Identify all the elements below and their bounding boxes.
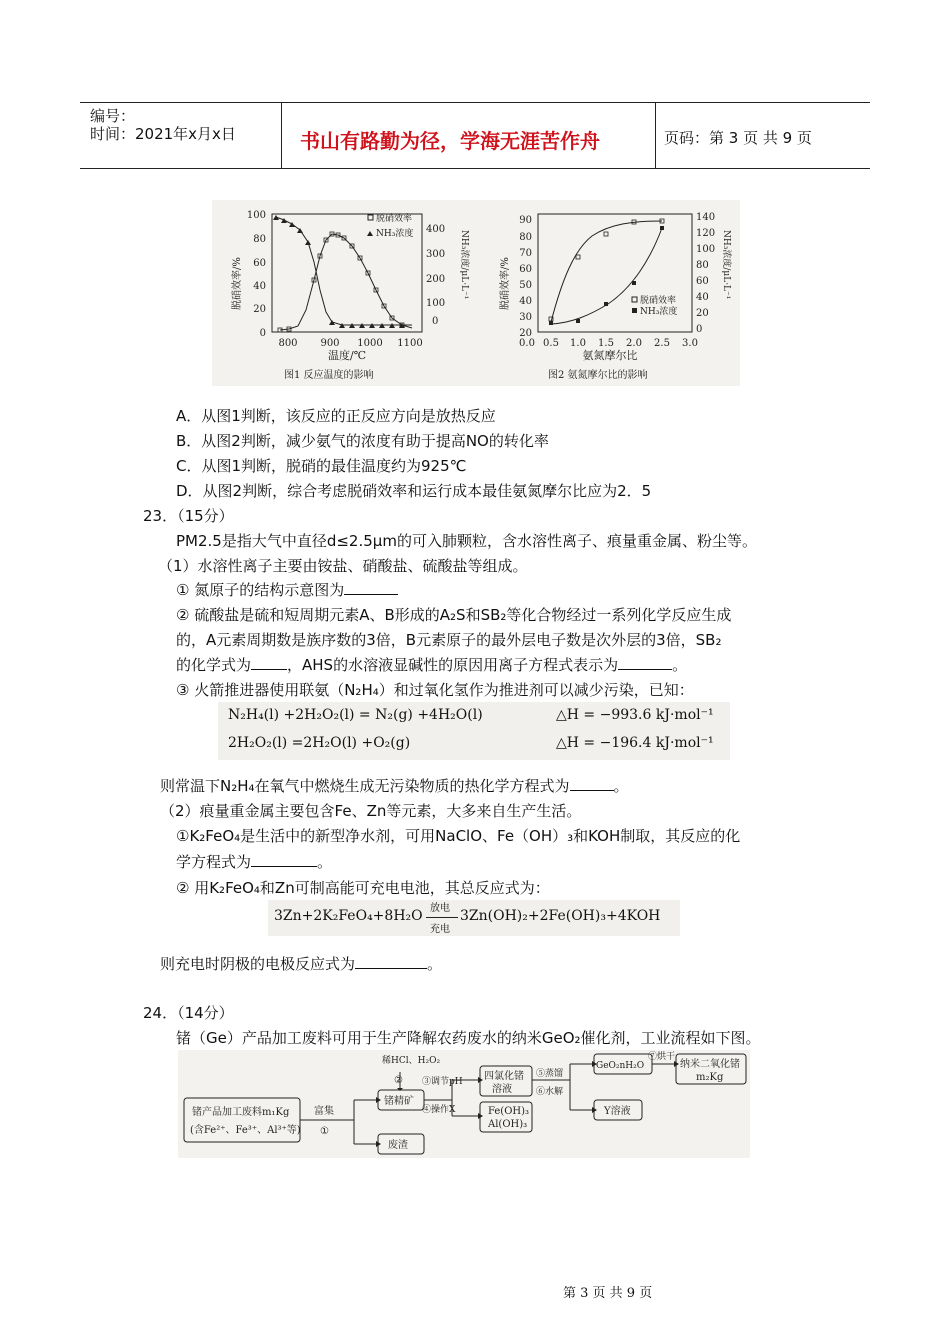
flow-ore: 锗精矿: [384, 1096, 414, 1107]
equation-2-dh: △H = −196.4 kJ·mol⁻¹: [556, 735, 714, 751]
header-divider-1: [281, 102, 282, 168]
fig2-right-tick: 60: [696, 276, 709, 287]
fig1-right-tick: 0: [432, 316, 439, 327]
fig2-x-tick: 0.0: [519, 338, 535, 349]
answer-blank[interactable]: [355, 954, 427, 969]
flow-reagent: 稀HCl、H₂O₂: [382, 1056, 441, 1066]
fig2-caption: 图2 氨氮摩尔比的影响: [548, 370, 648, 381]
flow-waste: 废渣: [388, 1140, 408, 1151]
q23-part1-1-text: ① 氮原子的结构示意图为: [176, 581, 345, 599]
fig2-left-tick: 50: [519, 280, 532, 291]
fig1-ylabel-left: 脱硝效率/%: [232, 257, 243, 310]
fig2-left-tick: 90: [519, 215, 532, 226]
battery-charge: 充电: [430, 924, 450, 935]
flow-gecl4-2: 溶液: [492, 1084, 512, 1095]
q23-thermo-question: [160, 776, 629, 796]
fig1-right-tick: 200: [426, 274, 446, 285]
option-b: B．从图2判断，减少氨气的浓度有助于提高NO的转化率: [176, 432, 549, 450]
q23-part1-2-c1: 的化学式为: [176, 656, 252, 674]
fig2-left-tick: 20: [519, 328, 532, 339]
fig1-legend-triangle: [367, 231, 373, 236]
flow-step1: ①: [320, 1126, 329, 1137]
q23-thermo-text: 则常温下N₂H₄在氧气中燃烧生成无污染物质的热化学方程式为: [160, 777, 570, 795]
fig1-left-tick: 0: [259, 328, 266, 339]
q23-part2-2: ② 用K₂FeO₄和Zn可制高能可充电电池，其总反应式为：: [176, 879, 550, 897]
flow-step7: ⑦烘干: [648, 1052, 676, 1062]
flow-step5: ⑤蒸馏: [536, 1069, 564, 1079]
answer-blank[interactable]: [570, 776, 614, 791]
answer-blank[interactable]: [618, 655, 672, 670]
fig2-right-tick: 120: [696, 228, 716, 239]
figure-svg: [212, 200, 740, 386]
q24-intro: 锗（Ge）产品加工废料可用于生产降解农药废水的纳米GeO₂催化剂，工业流程如下图。: [176, 1029, 761, 1047]
battery-equation-box: [268, 900, 680, 936]
q23-part2-1-b2: 。: [317, 853, 333, 871]
header-time: 时间：2021年x月x日: [90, 125, 236, 143]
option-c: C．从图1判断，脱硝的最佳温度约为925℃: [176, 457, 467, 475]
fig1-left-tick: 80: [253, 234, 266, 245]
q23-part1-2-b: 的，A元素周期数是族序数的3倍，B元素原子的最外层电子数是次外层的3倍，SB₂: [176, 631, 722, 649]
fig1-left-tick: 20: [253, 304, 266, 315]
flowchart-svg: [178, 1050, 750, 1158]
fig1-x-tick: 900: [320, 338, 340, 349]
flow-hydroxide-1: Fe(OH)₃: [488, 1106, 530, 1117]
flow-hydrate: GeO₂nH₂O: [596, 1061, 645, 1071]
q23-cathode-question: [160, 954, 442, 974]
fig2-x-tick: 0.5: [543, 338, 559, 349]
fig2-legend-2: NH₃浓度: [640, 307, 678, 317]
q23-part2: （2）痕量重金属主要包含Fe、Zn等元素，大多来自生产生活。: [160, 802, 582, 820]
flow-product-2: m₂Kg: [696, 1072, 724, 1083]
header-bottom-rule: [80, 168, 870, 169]
fig2-legend-filled: [632, 308, 637, 313]
fig2-ylabel-left: 脱硝效率/%: [500, 257, 511, 310]
flow-step2: ②: [394, 1075, 403, 1086]
fig1-left-tick: 60: [253, 258, 266, 269]
equation-1-dh: △H = −993.6 kJ·mol⁻¹: [556, 707, 714, 723]
q23-part1-2-c3: 。: [672, 656, 688, 674]
flow-enrich: 富集: [314, 1106, 334, 1117]
battery-left: 3Zn+2K₂FeO₄+8H₂O: [274, 908, 423, 924]
q23-cathode-end: 。: [427, 955, 443, 973]
option-d: D．从图2判断，综合考虑脱硝效率和运行成本最佳氨氮摩尔比应为2．5: [176, 482, 652, 500]
q24-number: 24．（14分）: [143, 1004, 234, 1022]
fig1-right-tick: 100: [426, 298, 446, 309]
flow-raw-2: (含Fe²⁺、Fe³⁺、Al³⁺等): [190, 1125, 301, 1136]
fig2-x-tick: 1.0: [570, 338, 586, 349]
battery-arrow: [426, 917, 458, 918]
flow-gecl4-1: 四氯化锗: [484, 1071, 524, 1082]
q23-part1-1: [176, 580, 398, 600]
flow-step6: ⑥水解: [536, 1087, 564, 1097]
fig2-x-tick: 3.0: [682, 338, 698, 349]
fig2-right-tick: 100: [696, 244, 716, 255]
fig1-left-tick: 40: [253, 281, 266, 292]
flow-step4: ④操作X: [422, 1105, 456, 1115]
q23-part1: （1）水溶性离子主要由铵盐、硝酸盐、硫酸盐等组成。: [158, 557, 528, 575]
fig1-left-tick: 100: [246, 210, 266, 221]
fig2-left-tick: 30: [519, 312, 532, 323]
flow-y-solution: Y溶液: [604, 1106, 631, 1117]
header-top-rule: [80, 102, 870, 103]
header-page-label: 页码：第 3 页 共 9 页: [664, 129, 812, 147]
fig2-left-tick: 40: [519, 296, 532, 307]
fig1-x-tick: 1100: [397, 338, 423, 349]
header-number: 编号：: [90, 107, 136, 125]
flow-hydroxide-2: Al(OH)₃: [488, 1119, 528, 1130]
flow-step3: ③调节pH: [422, 1077, 463, 1087]
fig2-left-tick: 80: [519, 232, 532, 243]
flowchart: [178, 1050, 750, 1158]
fig2-right-tick: 40: [696, 292, 709, 303]
equation-2: 2H₂O₂(l) =2H₂O(l) +O₂(g): [228, 735, 411, 751]
fig2-x-tick: 2.5: [654, 338, 670, 349]
q23-part2-1-a: ①K₂FeO₄是生活中的新型净水剂，可用NaClO、Fe（OH）₃和KOH制取，其反应的化: [176, 827, 741, 845]
fig1-x-tick: 1000: [357, 338, 383, 349]
fig2-xlabel: 氨氮摩尔比: [582, 349, 638, 362]
fig1: [230, 210, 471, 381]
q23-part2-1-b1: 学方程式为: [176, 853, 252, 871]
fig2-right-tick: 80: [696, 260, 709, 271]
equation-box: [218, 702, 730, 760]
fig1-legend-2: NH₃浓度: [376, 229, 414, 239]
fig2-x-tick: 1.5: [598, 338, 614, 349]
fig2-left-tick: 60: [519, 264, 532, 275]
fig1-right-tick: 300: [426, 249, 446, 260]
fig2-right-tick: 20: [696, 308, 709, 319]
fig1-right-tick: 400: [426, 224, 446, 235]
fig2-legend-square: [632, 297, 637, 302]
q23-intro: PM2.5是指大气中直径d≤2.5μm的可入肺颗粒，含水溶性离子、痕量重金属、粉尘等。: [176, 532, 757, 550]
figure-panel: [212, 200, 740, 386]
q23-part1-2-c: [176, 655, 687, 675]
q23-thermo-end: 。: [613, 777, 629, 795]
fig1-legend-square: [368, 215, 373, 220]
answer-blank[interactable]: [344, 580, 398, 595]
answer-blank[interactable]: [251, 655, 287, 670]
q23-number: 23．（15分）: [143, 507, 234, 525]
fig2-right-tick: 0: [696, 324, 703, 335]
fig1-legend-1: 脱硝效率: [376, 214, 413, 224]
fig1-ylabel-right: NH₃浓度/μL·L⁻¹: [459, 230, 469, 300]
fig2-legend-1: 脱硝效率: [640, 296, 677, 306]
answer-blank[interactable]: [251, 852, 317, 867]
option-a: A．从图1判断，该反应的正反应方向是放热反应: [176, 407, 496, 425]
fig2-x-tick: 2.0: [626, 338, 642, 349]
fig1-xlabel: 温度/℃: [327, 349, 367, 362]
q23-cathode-text: 则充电时阴极的电极反应式为: [160, 955, 356, 973]
header-divider-2: [655, 102, 656, 168]
q23-part1-2-c2: ，AHS的水溶液显碱性的原因用离子方程式表示为: [287, 656, 619, 674]
flow-product-1: 纳米二氧化锗: [680, 1059, 740, 1070]
page-footer: 第 3 页 共 9 页: [563, 1286, 653, 1301]
flow-raw-1: 锗产品加工废料m₁Kg: [192, 1107, 290, 1118]
battery-discharge: 放电: [430, 903, 450, 914]
fig2-right-tick: 140: [696, 212, 716, 223]
fig2-left-tick: 70: [519, 248, 532, 259]
equation-1: N₂H₄(l) +2H₂O₂(l) = N₂(g) +4H₂O(l): [228, 707, 483, 723]
q23-part1-2-a: ② 硫酸盐是硫和短周期元素A、B形成的A₂S和SB₂等化合物经过一系列化学反应生成: [176, 606, 732, 624]
header-motto: 书山有路勤为径，学海无涯苦作舟: [300, 129, 600, 153]
fig2-ylabel-right: NH₃浓度/μL·L⁻¹: [721, 230, 731, 300]
q23-part2-1-b: [176, 852, 332, 872]
fig1-x-tick: 800: [278, 338, 298, 349]
q23-part1-3: ③ 火箭推进器使用联氨（N₂H₄）和过氧化氢作为推进剂可以减少污染，已知：: [176, 681, 694, 699]
battery-right: 3Zn(OH)₂+2Fe(OH)₃+4KOH: [460, 908, 661, 924]
fig1-caption: 图1 反应温度的影响: [284, 370, 374, 381]
fig2: [498, 212, 733, 381]
